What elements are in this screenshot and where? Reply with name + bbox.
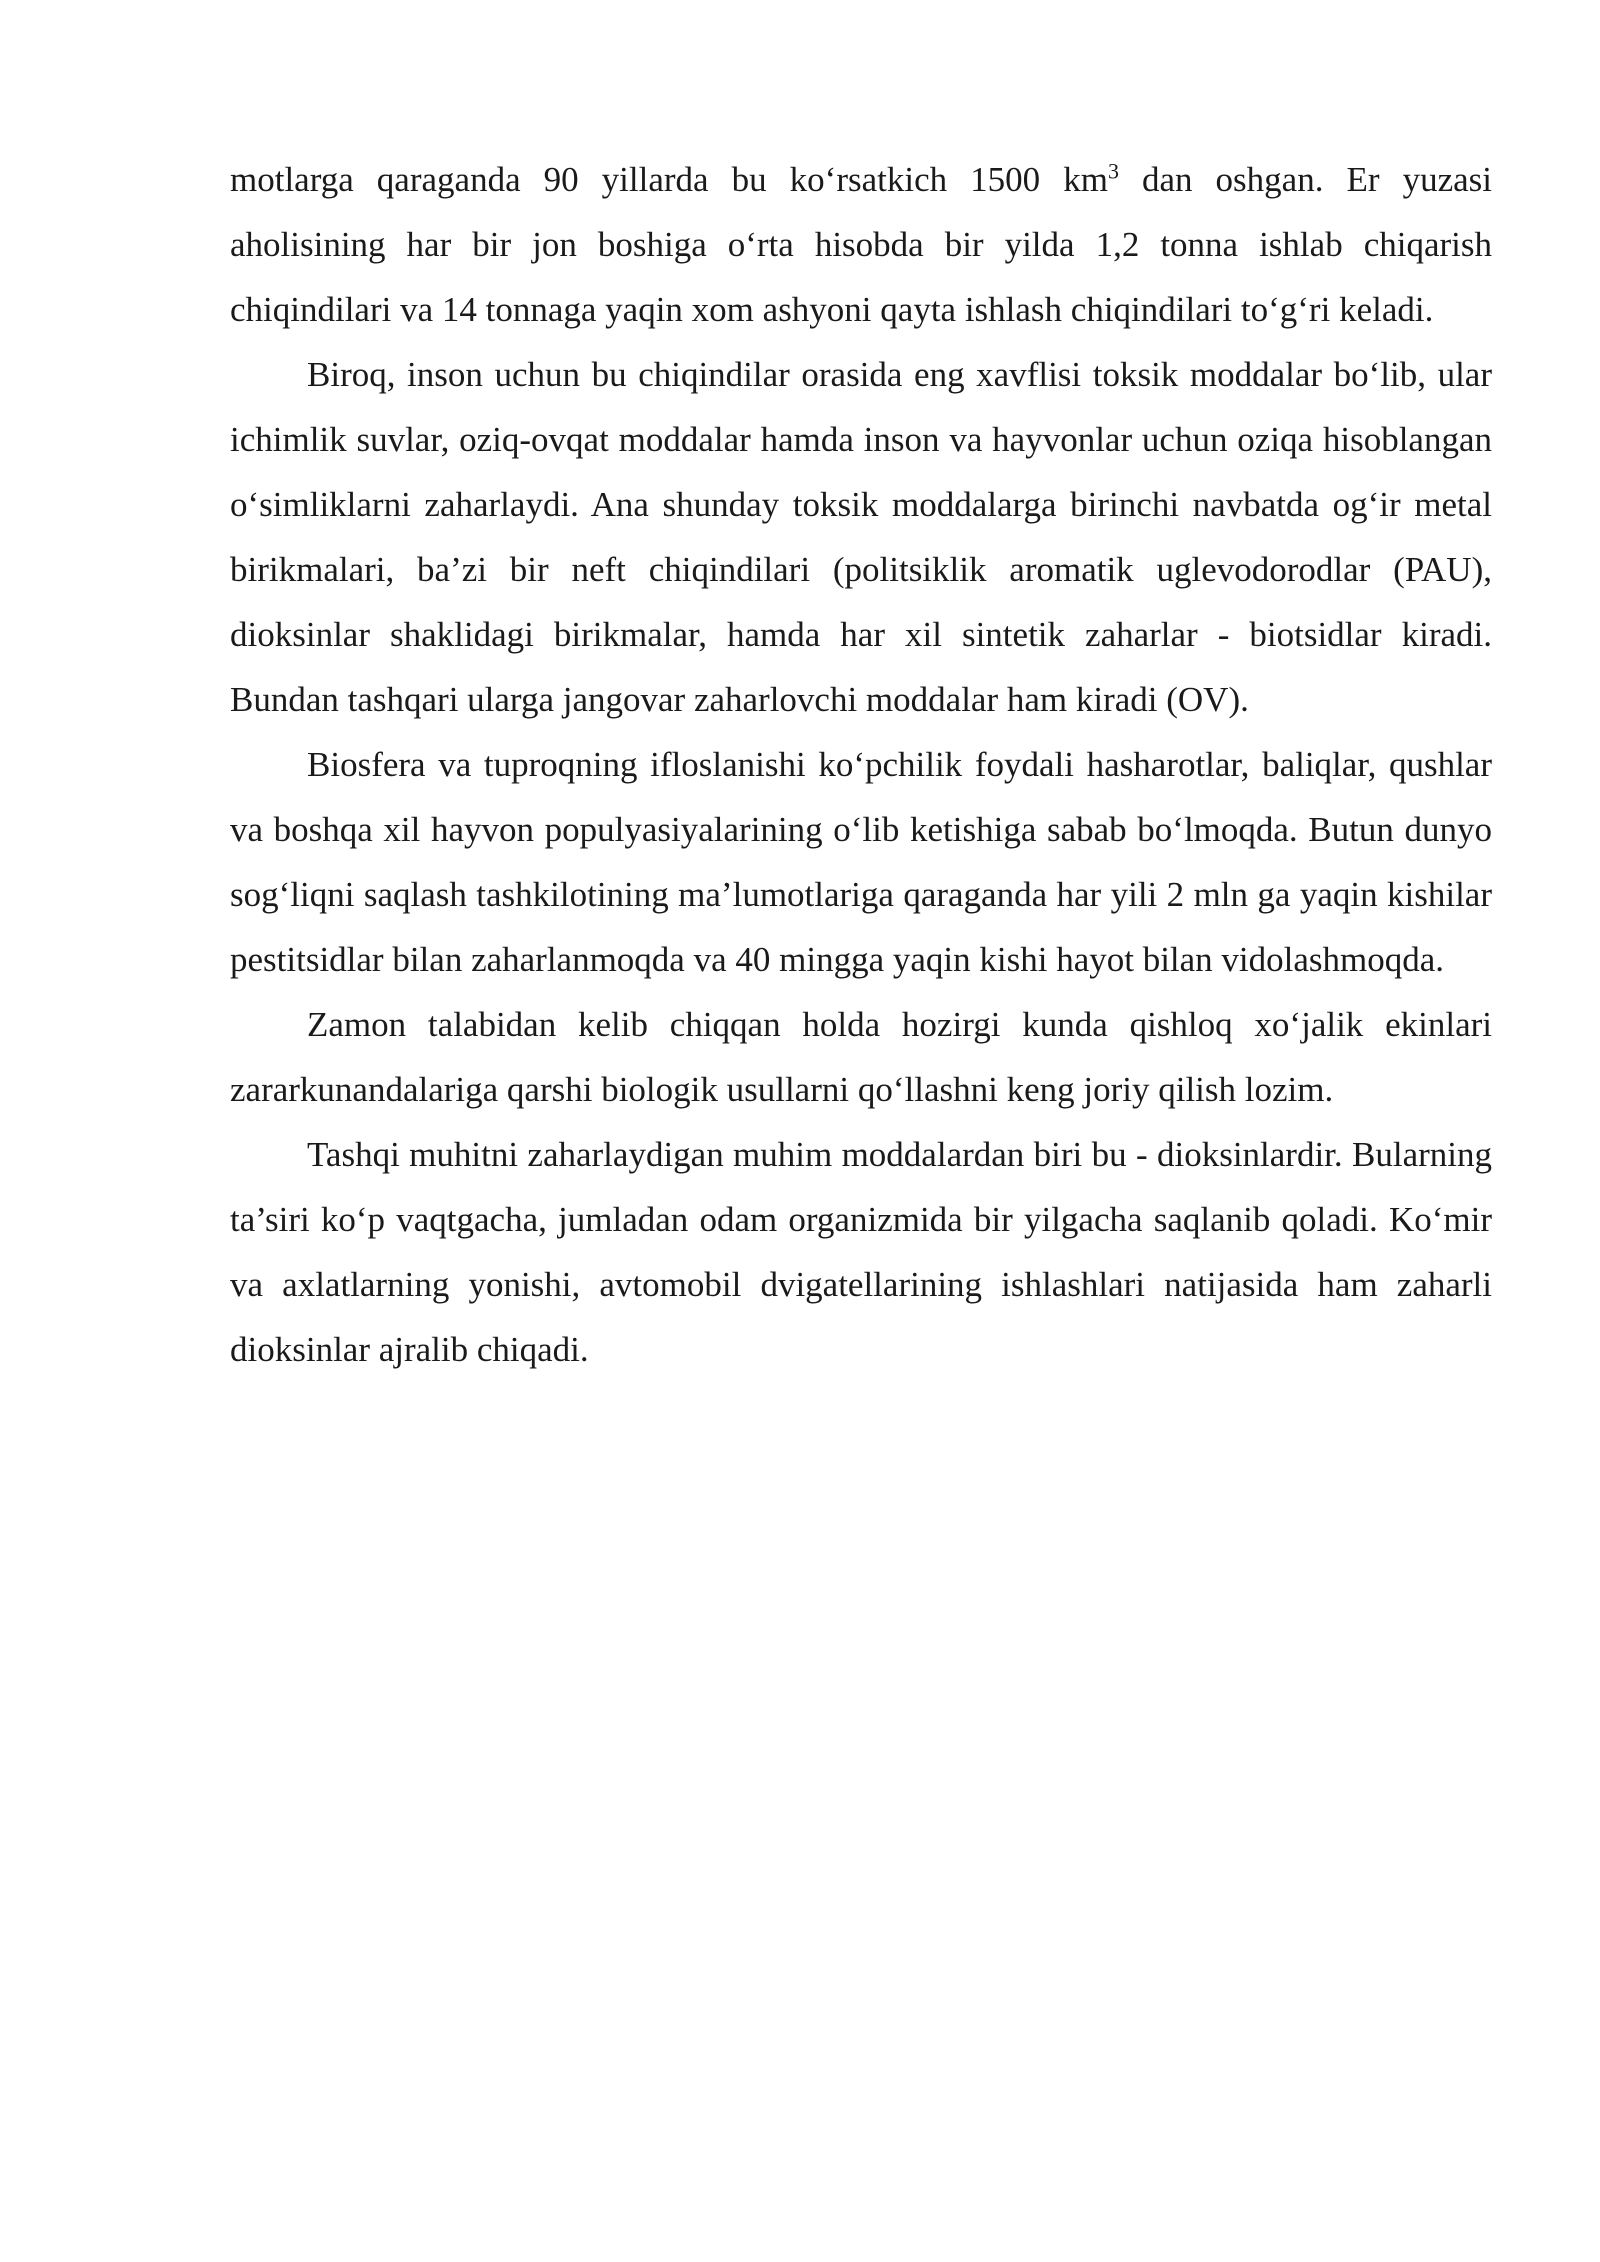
paragraph-1-text-before-superscript: motlarga qaraganda 90 yillarda bu ko‘rsatkich 1500 km — [230, 160, 1108, 199]
paragraph-toxic-substances: Biroq, inson uchun bu chiqindilar orasida eng xavflisi toksik moddalar bo‘lib, ular ichimlik suvlar, oziq-ovqat moddalar hamda inson va hayvonlar uchun oziqa hisoblangan o‘simliklarni zaharlaydi. Ana shunday toksik moddalarga birinchi navbatda og‘ir metal birikmalari, ba’zi bir neft chiqindilari (politsiklik aromatik uglevodorodlar (PAU), dioksinlar shaklidagi birikmalar, hamda har xil sintetik zaharlar - biotsidlar kiradi. Bundan tashqari ularga jangovar zaharlovchi moddalar ham kiradi (OV). — [230, 355, 1492, 719]
document-body — [230, 147, 1492, 1382]
paragraph-1-text-after-superscript: dan oshgan. Er yuzasi aholisining har bir jon boshiga o‘rta hisobda bir yilda 1,2 tonna ishlab chiqarish chiqindilari va 14 tonnaga yaqin xom ashyoni qayta ishlash chiqindilari to‘g‘ri keladi. — [230, 160, 1492, 329]
superscript-cubic: 3 — [1107, 158, 1119, 184]
paragraph-dioxins: Tashqi muhitni zaharlaydigan muhim moddalardan biri bu - dioksinlardir. Bularning ta’siri ko‘p vaqtgacha, jumladan odam organizmida bir yilgacha saqlanib qoladi. Ko‘mir va axlatlarning yonishi, avtomobil dvigatellarining ishlashlari natijasida ham zaharli dioksinlar ajralib chiqadi. — [230, 1135, 1492, 1369]
paragraph-biosphere-pollution: Biosfera va tuproqning ifloslanishi ko‘pchilik foydali hasharotlar, baliqlar, qushlar va boshqa xil hayvon populyasiyalarining o‘lib ketishiga sabab bo‘lmoqda. Butun dunyo sog‘liqni saqlash tashkilotining ma’lumotlariga qaraganda har yili 2 mln ga yaqin kishilar pestitsidlar bilan zaharlanmoqda va 40 mingga yaqin kishi hayot bilan vidolashmoqda. — [230, 745, 1492, 979]
paragraph-continuation — [230, 147, 1492, 342]
paragraph-biological-methods: Zamon talabidan kelib chiqqan holda hozirgi kunda qishloq xo‘jalik ekinlari zararkunandalariga qarshi biologik usullarni qo‘llashni keng joriy qilish lozim. — [230, 1005, 1492, 1109]
